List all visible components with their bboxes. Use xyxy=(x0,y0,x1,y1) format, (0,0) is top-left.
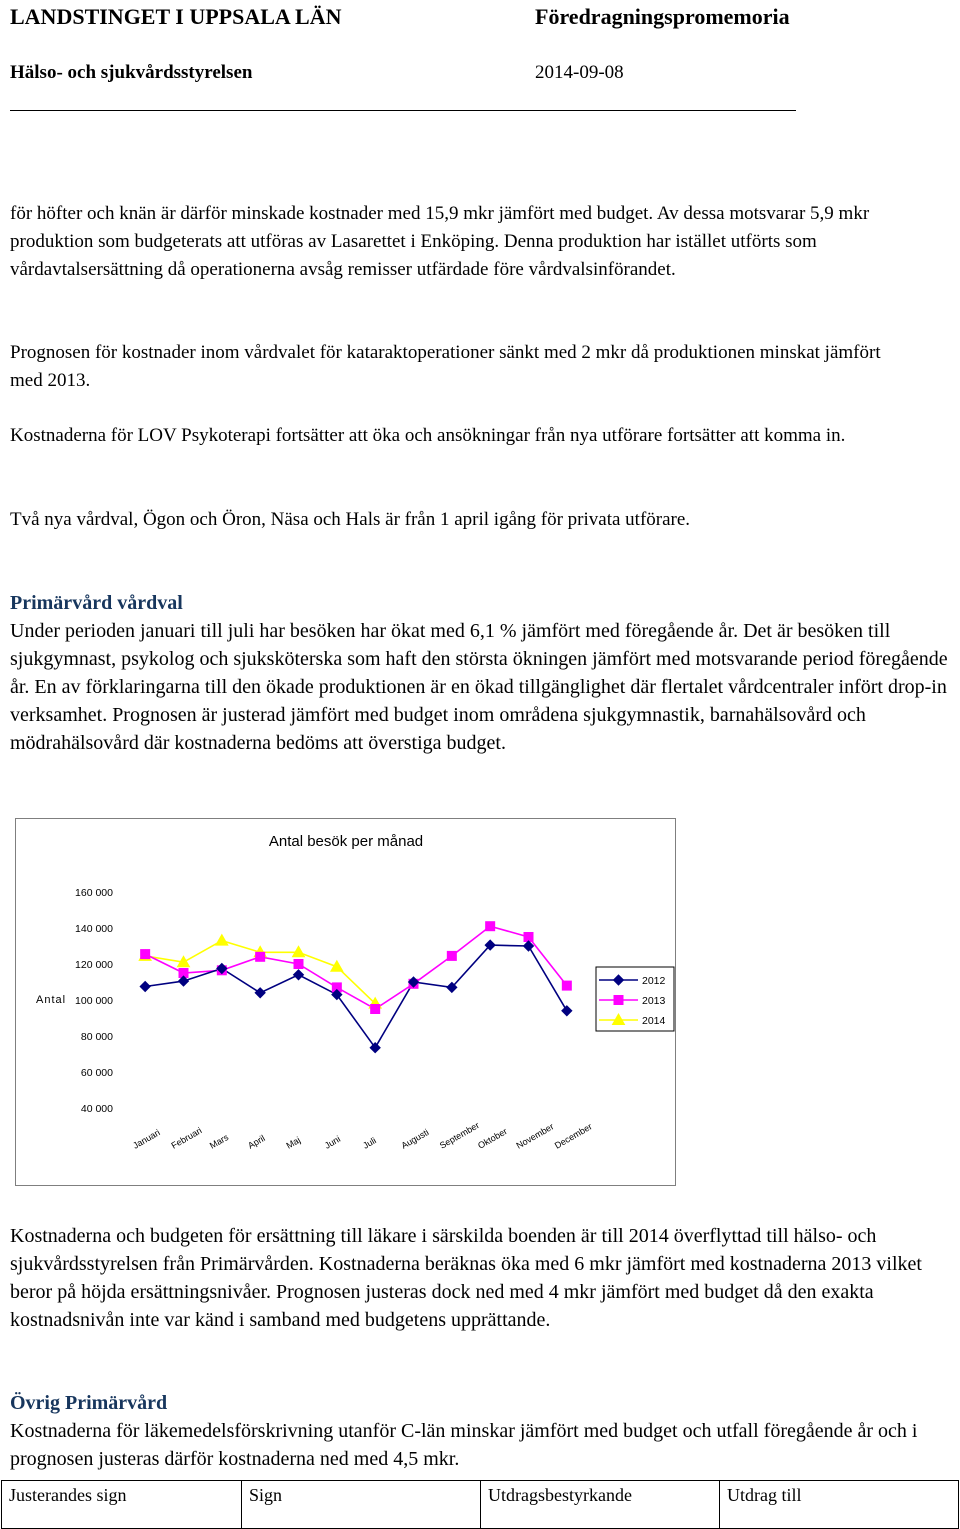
document-date: 2014-09-08 xyxy=(535,62,624,83)
section-primarvard xyxy=(10,589,950,757)
board-name: Hälso- och sjukvårdsstyrelsen xyxy=(10,62,253,83)
x-tick-label: Februari xyxy=(169,1125,204,1151)
signature-table xyxy=(1,1480,959,1529)
x-tick-label: Oktober xyxy=(476,1126,509,1151)
x-tick-label: Juli xyxy=(361,1135,378,1151)
legend-label-2014: 2014 xyxy=(642,1015,666,1027)
x-tick-label: Juni xyxy=(322,1133,343,1151)
y-tick-label: 160 000 xyxy=(75,887,113,899)
paragraph-primarvard: Under perioden januari till juli har besöken har ökat med 6,1 % jämfört med föregående år. Det är besöken till sjukgymnast, psykolog och sjuksköterska som haft den största ökningen jämfört med motsvarande period föregående år. En av förklaringarna till den ökade produktionen är en ökad tillgänglighet där flertalet vårdcentraler infört drop-in verksamhet. Prognosen är justerad jämfört med budget inom områdena sjukgymnastik, barnahälsovård och mödrahälsovård där kostnaderna bedöms att överstiga budget. xyxy=(10,620,948,754)
cell-utdragsbestyrkande xyxy=(480,1481,719,1528)
y-tick-label: 100 000 xyxy=(75,995,113,1007)
heading-primarvard-vardval: Primärvård vårdval xyxy=(10,592,183,614)
visits-chart-svg xyxy=(16,819,675,1185)
series-line-2013 xyxy=(145,926,567,1009)
cell-justerandes-sign xyxy=(2,1481,241,1528)
data-point-2012 xyxy=(140,982,150,992)
cell-utdrag-till xyxy=(719,1481,958,1528)
data-point-2013 xyxy=(524,933,533,942)
paragraph-hip-knee: för höfter och knän är därför minskade kostnader med 15,9 mkr jämfört med budget. Av dessa motsvarar 5,9 mkr produktion som budgeterats att utföras av Lasarettet i Enköping. Denna produktion har istället utförts som vårdavtalsersättning då operationerna avsåg remisser utfärdade före vårdvalsinförandet. xyxy=(10,203,870,280)
label-sign: Sign xyxy=(249,1485,283,1505)
data-point-2012 xyxy=(255,988,265,998)
org-name: LANDSTINGET I UPPSALA LÄN xyxy=(10,4,342,29)
x-tick-label: April xyxy=(246,1133,267,1151)
data-point-2012 xyxy=(562,1006,572,1016)
x-tick-label: Augusti xyxy=(399,1127,431,1151)
paragraph-nya-vardval: Två nya vårdval, Ögon och Öron, Näsa och Hals är från 1 april igång för privata utförare. xyxy=(10,509,691,530)
heading-ovrig-primarvard: Övrig Primärvård xyxy=(10,1392,168,1414)
data-point-2014 xyxy=(216,935,228,946)
paragraph-katarakt: Prognosen för kostnader inom vårdvalet för kataraktoperationer sänkt med 2 mkr då produktionen minskat jämfört med 2013. xyxy=(10,342,881,391)
y-tick-label: 80 000 xyxy=(80,1031,113,1043)
data-point-2012 xyxy=(294,970,304,980)
data-point-2013 xyxy=(371,1005,380,1014)
series-line-2012 xyxy=(145,945,567,1048)
y-tick-label: 140 000 xyxy=(75,923,113,935)
document-type: Föredragningspromemoria xyxy=(535,4,790,29)
paragraph-lakemedel: Kostnaderna för läkemedelsförskrivning utanför C-län minskar jämfört med budget och utfall föregående år och i prognosen justeras därför kostnaderna ned med 4,5 mkr. xyxy=(10,1420,918,1470)
legend-label-2013: 2013 xyxy=(642,995,666,1007)
chart-title: Antal besök per månad xyxy=(268,833,424,850)
label-utdragsbestyrkande: Utdragsbestyrkande xyxy=(488,1485,632,1505)
visits-chart xyxy=(15,818,676,1186)
x-tick-label: Mars xyxy=(207,1132,231,1151)
x-tick-label: November xyxy=(514,1121,556,1151)
legend-marker-2013 xyxy=(614,996,623,1005)
x-tick-label: December xyxy=(552,1121,594,1151)
legend-label-2012: 2012 xyxy=(642,975,666,987)
x-tick-label: Maj xyxy=(284,1134,303,1151)
paragraph-lakare-sarskilda-boenden: Kostnaderna och budgeten för ersättning till läkare i särskilda boenden är till 2014 överflyttad till hälso- och sjukvårdsstyrelsen från Primärvården. Kostnaderna beräknas öka med 6 mkr jämfört med kostnaderna 2013 vilket beror på höjda ersättningsnivåer. Prognosen justeras dock ned med 4 mkr jämfört med budget då den exakta kostnadsnivån inte var känd i samband med budgetens upprättande. xyxy=(10,1225,922,1331)
label-utdrag-till: Utdrag till xyxy=(727,1485,802,1505)
chart-y-axis-label: Antal xyxy=(36,994,67,1006)
cell-sign xyxy=(241,1481,480,1528)
label-justerandes-sign: Justerandes sign xyxy=(9,1485,127,1505)
data-point-2013 xyxy=(256,952,265,961)
data-point-2013 xyxy=(141,950,150,959)
y-tick-label: 40 000 xyxy=(80,1103,113,1115)
x-tick-label: Januari xyxy=(131,1127,162,1151)
data-point-2013 xyxy=(294,960,303,969)
data-point-2013 xyxy=(562,981,571,990)
header-divider xyxy=(10,110,796,111)
x-tick-label: September xyxy=(437,1120,481,1151)
y-tick-label: 60 000 xyxy=(80,1067,113,1079)
data-point-2013 xyxy=(447,951,456,960)
y-tick-label: 120 000 xyxy=(75,959,113,971)
data-point-2013 xyxy=(486,922,495,931)
section-ovrig-primarvard xyxy=(10,1389,950,1473)
paragraph-lov-psykoterapi: Kostnaderna för LOV Psykoterapi fortsätter att öka och ansökningar från nya utförare fortsätter att komma in. xyxy=(10,425,846,446)
